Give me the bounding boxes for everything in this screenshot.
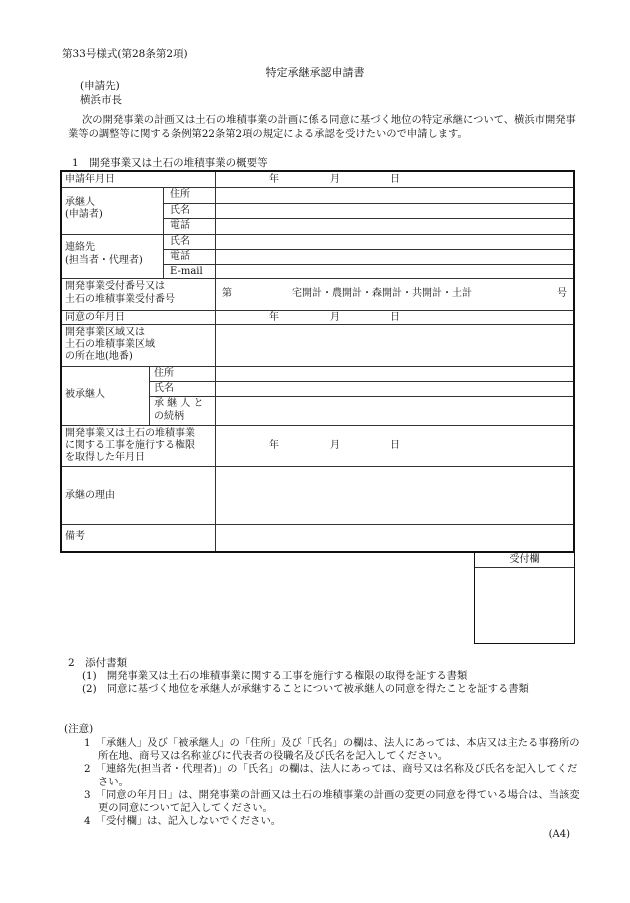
remarks-label: 備考 bbox=[65, 531, 85, 542]
day-label: 日 bbox=[390, 440, 400, 451]
form-number: 第33号様式(第28条第2項) bbox=[62, 48, 188, 60]
successor-phone-label: 電話 bbox=[170, 220, 190, 231]
row-divider bbox=[62, 234, 573, 235]
row-divider bbox=[62, 425, 573, 426]
consent-date-label: 同意の年月日 bbox=[65, 312, 125, 323]
predecessor-relation-label-line2: の続柄 bbox=[154, 411, 184, 422]
row-divider bbox=[163, 218, 573, 219]
row-divider bbox=[62, 324, 573, 325]
note-item: 3 「同意の年月日」は、開発事業の計画又は土石の堆積事業の計画の変更の同意を得ている場合は、当該変更の同意について記入してください。 bbox=[84, 789, 580, 814]
addressee-label: (申請先) bbox=[80, 80, 120, 92]
section-2-heading: 2 添付書類 bbox=[68, 657, 128, 669]
row-divider bbox=[62, 366, 573, 367]
notes-heading: (注意) bbox=[64, 723, 94, 735]
reception-number-suffix: 号 bbox=[557, 288, 567, 299]
note-item: 1 「承継人」及び「被承継人」の「住所」及び「氏名」の欄は、法人にあっては、本店又は主たる事務所の所在地、商号又は名称並びに代表者の役職名及び氏名を記入してください。 bbox=[84, 737, 580, 762]
month-label: 月 bbox=[330, 440, 340, 451]
month-label: 月 bbox=[330, 312, 340, 323]
successor-label: 承継人 bbox=[65, 197, 95, 208]
day-label: 日 bbox=[390, 174, 400, 185]
row-divider bbox=[62, 310, 573, 311]
predecessor-label: 被承継人 bbox=[65, 389, 105, 400]
section-1-heading: 1 開発事業又は土石の堆積事業の概要等 bbox=[72, 157, 268, 169]
row-divider bbox=[163, 203, 573, 204]
application-date-label: 申請年月日 bbox=[65, 174, 115, 185]
row-divider bbox=[62, 278, 573, 279]
row-divider bbox=[62, 466, 573, 467]
authority-date-label: 開発事業又は土石の堆積事業 bbox=[65, 428, 195, 439]
year-label: 年 bbox=[269, 440, 279, 451]
paper-size: (A4) bbox=[548, 829, 570, 840]
note-item: 2 「連絡先(担当者・代理者)」の「氏名」の欄は、法人にあっては、商号又は名称及び氏名を記入してください。 bbox=[84, 763, 578, 788]
predecessor-name-label: 氏名 bbox=[154, 383, 174, 394]
successor-sublabel: (申請者) bbox=[65, 209, 103, 220]
reason-label: 承継の理由 bbox=[65, 490, 115, 501]
overview-table bbox=[60, 170, 575, 553]
area-label-line2: 土石の堆積事業区域 bbox=[65, 339, 155, 350]
area-label: 開発事業区域又は bbox=[65, 327, 145, 338]
authority-date-label-line2: に関する工事を施行する権限 bbox=[65, 440, 195, 451]
authority-date-label-line3: を取得した年月日 bbox=[65, 452, 145, 463]
row-divider bbox=[149, 396, 573, 397]
contact-label: 連絡先 bbox=[65, 242, 95, 253]
intro-paragraph: 次の開発事業の計画又は土石の堆積事業の計画に係る同意に基づく地位の特定承継について、横浜市開発事業等の調整等に関する条例第22条第2項の規定による承認を受けたいので申請します。 bbox=[68, 114, 576, 140]
successor-name-label: 氏名 bbox=[170, 205, 190, 216]
reception-number-label: 開発事業受付番号又は bbox=[65, 281, 165, 292]
month-label: 月 bbox=[330, 174, 340, 185]
column-divider bbox=[215, 172, 216, 551]
column-divider bbox=[149, 366, 150, 425]
addressee-name: 横浜市長 bbox=[80, 94, 122, 106]
column-divider bbox=[163, 187, 164, 278]
year-label: 年 bbox=[269, 174, 279, 185]
contact-email-label: E-mail bbox=[170, 266, 203, 277]
area-label-line3: の所在地(地番) bbox=[65, 351, 133, 362]
reception-box-label: 受付欄 bbox=[509, 554, 540, 565]
predecessor-relation-label: 承 継 人 と bbox=[154, 398, 204, 409]
row-divider bbox=[163, 264, 573, 265]
attachment-item: (1) 開発事業又は土石の堆積事業に関する工事を施行する権限の取得を証する書類 bbox=[82, 670, 468, 682]
reception-number-sublabel: 土石の堆積事業受付番号 bbox=[65, 294, 175, 305]
contact-name-label: 氏名 bbox=[170, 236, 190, 247]
attachment-item: (2) 同意に基づく地位を承継人が承継することについて被承継人の同意を得たことを証する書類 bbox=[82, 683, 529, 695]
row-divider bbox=[149, 381, 573, 382]
reception-number-prefix: 第 bbox=[222, 288, 232, 299]
year-label: 年 bbox=[269, 312, 279, 323]
successor-address-label: 住所 bbox=[170, 189, 190, 200]
predecessor-address-label: 住所 bbox=[154, 368, 174, 379]
row-divider bbox=[62, 524, 573, 525]
row-divider bbox=[163, 249, 573, 250]
day-label: 日 bbox=[390, 312, 400, 323]
row-divider bbox=[62, 187, 573, 188]
note-item: 4 「受付欄」は、記入しないでください。 bbox=[84, 815, 282, 827]
reception-number-categories: 宅開計・農開計・森開計・共開計・土計 bbox=[292, 288, 472, 299]
contact-phone-label: 電話 bbox=[170, 251, 190, 262]
form-title: 特定承継承認申請書 bbox=[265, 66, 365, 79]
reception-box-divider bbox=[475, 567, 574, 568]
contact-sublabel: (担当者・代理者) bbox=[65, 255, 143, 266]
reception-box bbox=[474, 551, 575, 644]
